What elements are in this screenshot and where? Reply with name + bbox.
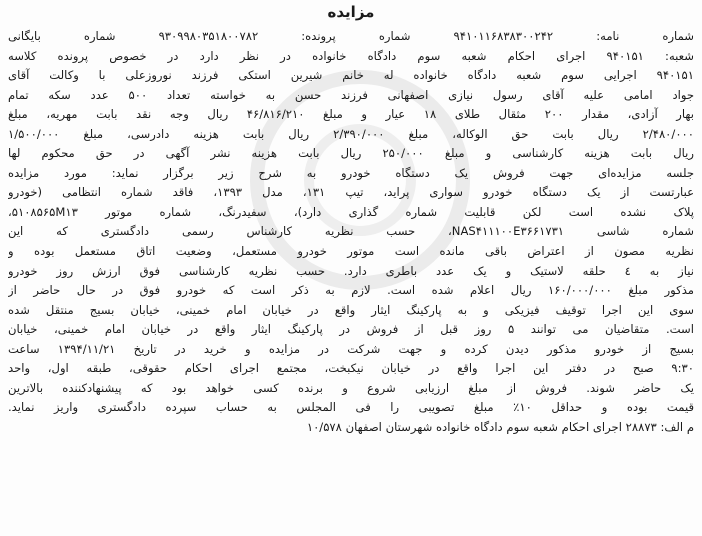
notice-line: شماره نامه: ۹۴۱۰۱۱۶۸۳۸۳۰۰۲۴۲ شماره پرونده: ۹۳۰۹۹۸۰۳۵۱۸۰۰۷۸۲ شماره بایگانی bbox=[8, 29, 694, 43]
notice-line: بسیج از خودرو مذکور دیدن کرده و جهت شرکت در مزایده و خرید در تاریخ ۱۳۹۴/۱۱/۲۱ ساعت bbox=[8, 341, 694, 356]
notice-line: سوی این اجرا توقیف فیزیکی و به پارکینگ ایثار واقع در خیابان امام خمینی، خیابان بسیج منتقل شده bbox=[8, 302, 694, 317]
notice-line: است. متقاضیان می توانند ۵ روز قبل از فروش در پارکینگ ایثار واقع در خیابان امام خمینی، خیابان bbox=[8, 322, 694, 337]
notice-line: مذکور مبلغ ۱۶۰/۰۰۰/۰۰۰ ریال اعلام شده است. لازم به ذکر است که خودرو فوق در حال حاضر از bbox=[8, 283, 694, 298]
notice-title: مزایده bbox=[327, 3, 375, 21]
notice-line: ۹:۳۰ صبح در دفتر این اجرا واقع در خیابان نیکبخت، مجتمع اجرای احکام حقوقی، طبقه اول، واحد bbox=[8, 361, 694, 376]
notice-line: نظریه مصون از اعتراض باقی مانده است موتور خودرو مستعمل، وضعیت اتاق مستعمل بوده و bbox=[8, 244, 694, 259]
notice-line: ۲/۴۸۰/۰۰۰ ریال بابت حق الوکاله، مبلغ ۲/۳۹۰/۰۰۰ ریال بابت هزینه دادرسی، مبلغ ۱/۵۰۰/۰۰۰ bbox=[8, 126, 694, 141]
notice-signature-line: م الف: ۲۸۸۷۳ اجرای احکام شعبه سوم دادگاه خانواده شهرستان اصفهان ۱۰/۵۷۸ bbox=[306, 419, 694, 434]
notice-line: ریال بابت هزینه کارشناسی و مبلغ ۲۵۰/۰۰۰ ریال بابت هزینه نشر آگهی در حق محکوم لها bbox=[8, 146, 694, 161]
notice-line: جواد امامی علیه آقای رسول نیازی اصفهانی فرزند حسن به خواسته تعداد ۵۰۰ عدد سکه تمام bbox=[8, 87, 694, 102]
notice-body bbox=[8, 27, 694, 437]
notice-line: پلاک نشده است لکن قابلیت شماره گذاری دارد)، سفیدرنگ، شماره موتور ۵۱۰۸۵۶۵M۱۳، bbox=[8, 204, 694, 219]
notice-line: شماره شاسی NAS۴۱۱۱۰۰E۳۶۶۱۷۳۱، حسب نظریه کارشناس رسمی دادگستری که این bbox=[8, 224, 694, 239]
notice-line: شعبه: ۹۴۰۱۵۱ اجرای احکام شعبه سوم دادگاه خانواده در نظر دارد در خصوص پرونده کلاسه bbox=[8, 48, 694, 63]
notice-line: قیمت بوده و حداقل ۱۰٪ مبلغ تصویبی را فی المجلس به حساب سپرده دادگستری واریز نماید. bbox=[8, 400, 694, 415]
notice-line: عبارتست از یک دستگاه خودرو سواری پراید، تیپ ۱۳۱، مدل ۱۳۹۳، فاقد شماره انتظامی (خودرو bbox=[8, 185, 694, 200]
notice-line: یک حاضر شوند. فروش از مبلغ ارزیابی شروع و برنده کسی خواهد بود که پیشنهاد‌کننده بالاترین bbox=[8, 380, 694, 395]
notice-line: ۹۴۰۱۵۱ اجرایی سوم شعبه دادگاه خانواده له خانم شیرین استکی فرزند نوروزعلی با وکالت آقای bbox=[8, 68, 694, 83]
notice-line: جلسه مزایده‌ای جهت فروش یک دستگاه خودرو به شرح زیر برگزار نماید: مورد مزایده bbox=[8, 165, 694, 180]
notice-line: نیاز به ٤ حلقه لاستیک و یک عدد باطری دارد. حسب نظریه کارشناسی فوق ارزش روز خودرو bbox=[8, 263, 694, 278]
notice-line: بهار آزادی، مقدار ۲۰۰ مثقال طلای ۱۸ عیار و مبلغ ۴۶/۸۱۶/۲۱۰ ریال وجه نقد بابت مهریه، مبلغ bbox=[8, 107, 694, 122]
